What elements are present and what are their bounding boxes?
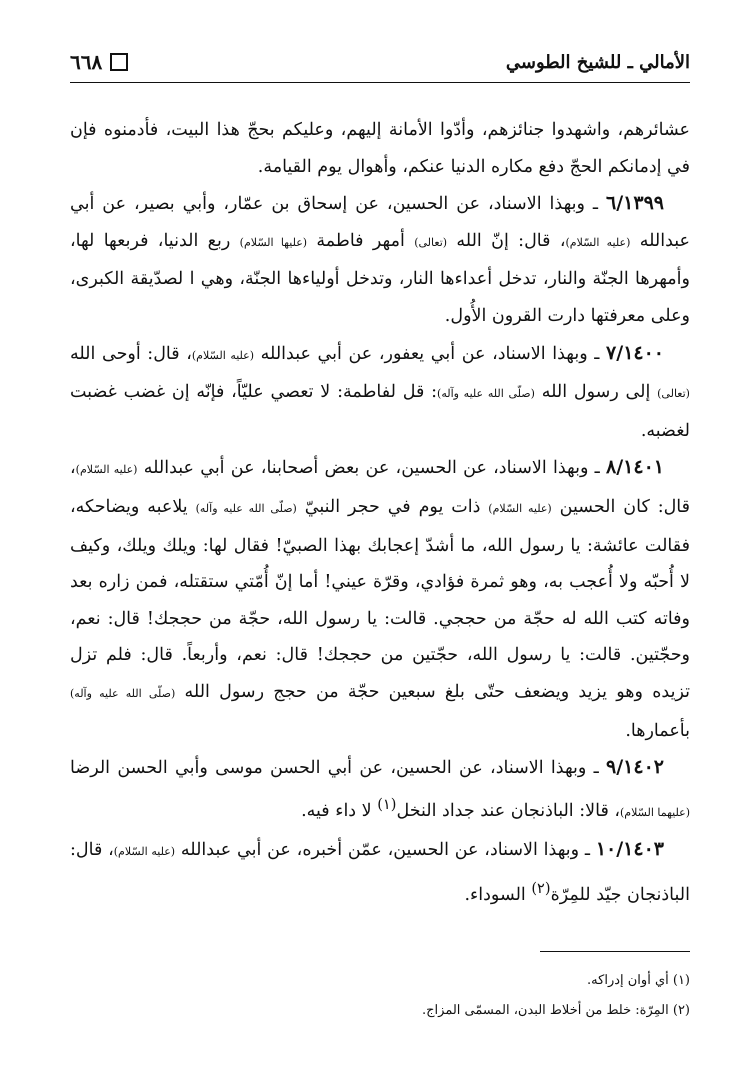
footnote-ref-2[interactable]: (٢) <box>531 879 551 897</box>
hadith-1403: ١٠/١٤٠٣ ـ وبهذا الاسناد، عن الحسين، عمّن أخبره، عن أبي عبدالله (عليه السّلام)، قال: الباذنجان جيّد للمِرّة$^{(٢)}$ السوداء. <box>70 838 690 905</box>
honorific: (عليه السّلام) <box>191 348 255 362</box>
footnote-divider <box>540 951 690 952</box>
honorific: (تعالى) <box>657 387 690 401</box>
honorific: (صلّى الله عليه وآله) <box>70 686 176 700</box>
hadith-1401: ٨/١٤٠١ ـ وبهذا الاسناد، عن الحسين، عن بعض أصحابنا، عن أبي عبدالله (عليه السّلام)، قال: كان الحسين (عليه السّلام) ذات يوم في حجر النبيّ (صلّى الله عليه وآله) يلاعبه ويضاحكه، فقالت عائشة: يا رسول الله، ما أشدّ إعجابك بهذا الصبيّ! فقال لها: ويلك ويلك، وكيف لا أُحبّه ولا أُعجب به، وهو ثمرة فؤادي، وقرّة عيني! أما إنّ أُمّتي ستقتله، فمن زاره بعد وفاته كتب الله له حجّة من حججي. قالت: يا رسول الله، حجّة من حججك! قال: نعم، وحجّتين. قالت: يا رسول الله، حجّتين من حججك! قال: نعم، وأربعاً. قال: فلم تزل تزيده وهو يزيد ويضعف حتّى بلغ سبعين حجّة من حجج رسول الله (صلّى الله عليه وآله) بأعمارها. <box>70 456 690 741</box>
footnote-2: (٢) المِرّة: خلط من أخلاط البدن، المسمّى المزاج. <box>422 1003 690 1018</box>
page-header <box>70 42 690 83</box>
page-number-box-icon <box>110 53 128 71</box>
page-number-text: ٦٦٨ <box>70 50 103 74</box>
honorific: (عليه السّلام) <box>488 501 552 515</box>
hadith-1402: ٩/١٤٠٢ ـ وبهذا الاسناد، عن الحسين، عن أبي الحسن موسى وأبي الحسن الرضا (عليهما السّلام)، قالا: الباذنجان عند جداد النخل$^{(١)}$ لا داء فيه. <box>70 756 690 821</box>
honorific: (عليهما السّلام) <box>620 805 690 819</box>
hadith-number: ٨/١٤٠١ <box>606 456 664 479</box>
hadith-number: ٦/١٣٩٩ <box>606 192 664 215</box>
paragraph-continuation: عشائرهم، واشهدوا جنائزهم، وأدّوا الأمانة إليهم، وعليكم بحجّ هذا البيت، فأدمنوه فإن في إدمانكم الحجّ دفع مكاره الدنيا عنكم، وأهوال يوم القيامة. <box>70 120 690 177</box>
hadith-number: ٩/١٤٠٢ <box>606 756 664 779</box>
hadith-number: ١٠/١٤٠٣ <box>595 838 664 861</box>
footnote-ref-1[interactable]: (١) <box>377 795 397 813</box>
body-text <box>70 112 690 913</box>
hadith-1399: ٦/١٣٩٩ ـ وبهذا الاسناد، عن الحسين، عن إسحاق بن عمّار، وأبي بصير، عن أبي عبدالله (عليه السّلام)، قال: إنّ الله (تعالى) أمهر فاطمة (عليها السّلام) ربع الدنيا، فربعها لها، وأمهرها الجنّة والنار، تدخل أعداءها النار، وتدخل أولياءها الجنّة، وهي ا لصدّيقة الكبرى، وعلى معرفتها دارت القرون الأُول. <box>70 192 691 326</box>
honorific: (صلّى الله عليه وآله) <box>195 501 297 515</box>
honorific: (عليه السّلام) <box>75 463 138 477</box>
honorific: (عليه السّلام) <box>565 235 631 249</box>
hadith-number: ٧/١٤٠٠ <box>606 341 665 364</box>
hadith-1400: ٧/١٤٠٠ ـ وبهذا الاسناد، عن أبي يعفور، عن أبي عبدالله (عليه السّلام)، قال: أوحى الله (تعالى) إلى رسول الله (صلّى الله عليه وآله): قل لفاطمة: لا تعصي عليّاً، فإنّه إن غضب غضبت لغضبه. <box>70 341 690 441</box>
running-title: الأمالي ـ للشيخ الطوسي <box>505 51 690 73</box>
page-number <box>70 50 128 74</box>
honorific: (تعالى) <box>414 235 448 249</box>
footnotes <box>70 966 690 1026</box>
footnote-1: (١) أي أوان إدراكه. <box>587 973 690 988</box>
honorific: (صلّى الله عليه وآله) <box>437 387 535 401</box>
honorific: (عليها السّلام) <box>239 235 308 249</box>
honorific: (عليه السّلام) <box>113 845 176 859</box>
